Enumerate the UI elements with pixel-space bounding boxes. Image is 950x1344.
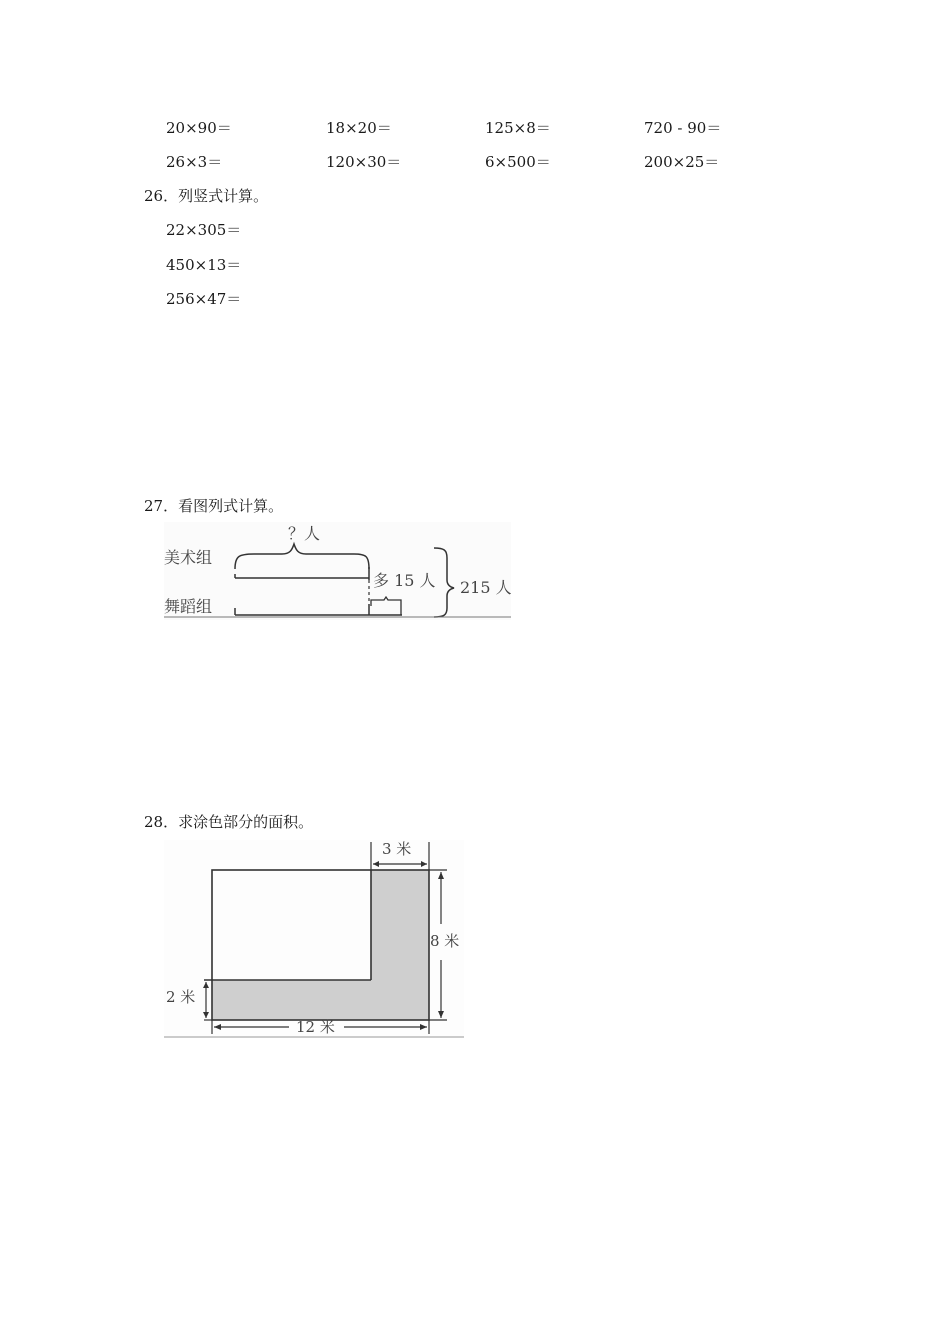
label-difference: 多 15 人	[373, 571, 436, 590]
question-27-title: 27．看图列式计算。	[144, 497, 284, 515]
label-unknown-count: ？人	[288, 524, 321, 543]
vertical-calc-item: 450×13＝	[166, 256, 242, 274]
label-top-width: 3 米	[382, 840, 412, 858]
label-art-group: 美术组	[164, 548, 213, 567]
l-shape-area-diagram	[164, 840, 464, 1038]
calc-item: 720 - 90＝	[644, 119, 722, 137]
question-28-title: 28．求涂色部分的面积。	[144, 813, 314, 831]
label-dance-group: 舞蹈组	[164, 597, 213, 616]
label-bottom-height: 2 米	[166, 988, 196, 1006]
line-segment-diagram	[164, 522, 511, 620]
calc-item: 6×500＝	[485, 153, 551, 171]
calc-item: 20×90＝	[166, 119, 232, 137]
vertical-calc-item: 256×47＝	[166, 290, 242, 308]
calc-item: 200×25＝	[644, 153, 720, 171]
calc-item: 26×3＝	[166, 153, 223, 171]
label-total-width: 12 米	[296, 1018, 335, 1036]
vertical-calc-item: 22×305＝	[166, 221, 242, 239]
calc-item: 125×8＝	[485, 119, 551, 137]
label-total: 215 人	[460, 578, 512, 597]
calc-item: 18×20＝	[326, 119, 392, 137]
label-height: 8 米	[430, 932, 460, 950]
calc-item: 120×30＝	[326, 153, 402, 171]
question-26-title: 26．列竖式计算。	[144, 187, 269, 205]
